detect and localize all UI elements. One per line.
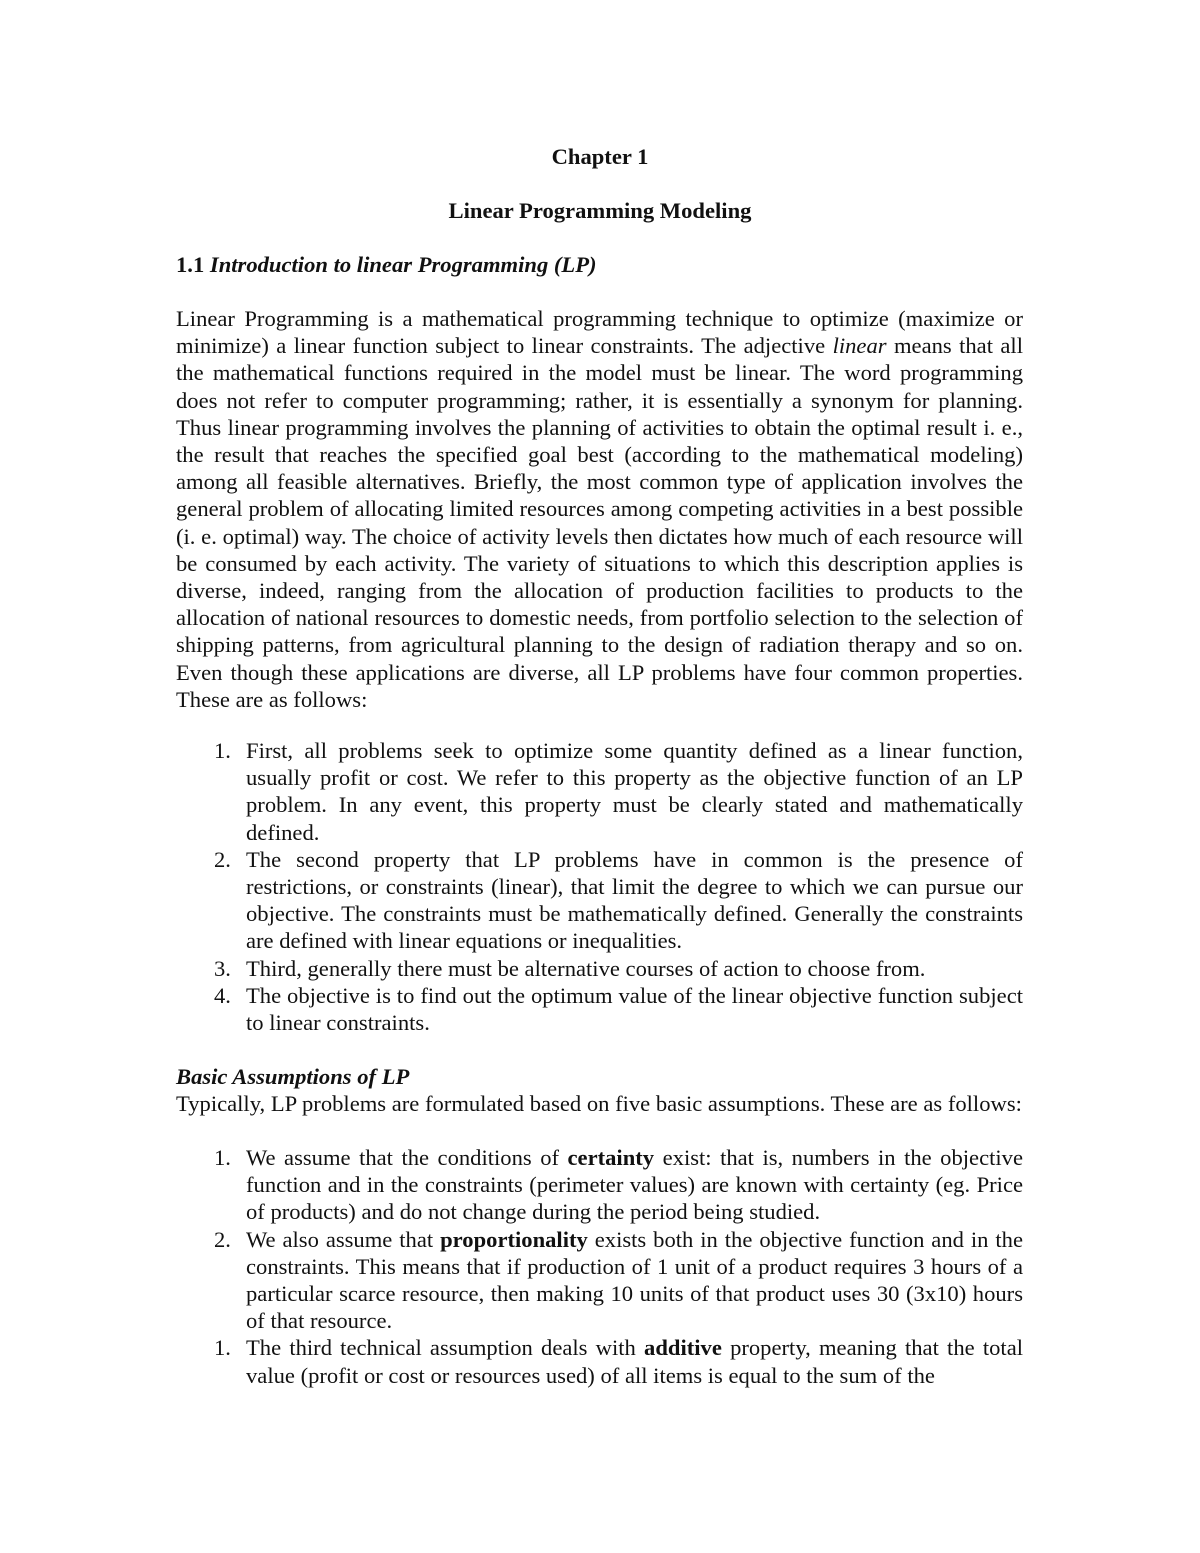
assumptions-intro: Typically, LP problems are formulated based on five basic assumptions. These are as follows: bbox=[176, 1091, 1022, 1116]
intro-text-2: means that all the mathematical functions required in the model must be linear. The word programming does not refer to computer programming; rather, it is essentially a synonym for planning. Thus linear programming involves the planning of activities to obtain the optimal result i. e., the result that reaches the specified goal best (according to the mathematical modeling) among all feasible alternatives. Briefly, the most common type of application involves the general problem of allocating limited resources among competing activities in a best possible (i. e. optimal) way. The choice of activity levels then dictates how much of each resource will be consumed by each activity. The variety of situations to which this description applies is diverse, indeed, ranging from the allocation of production facilities to products to the allocation of national resources to domestic needs, from portfolio selection to the selection of shipping patterns, from agricultural planning to the design of radiation therapy and so on. Even though these applications are diverse, all LP problems have four common properties. These are as follows: bbox=[176, 333, 1023, 712]
list-text: Third, generally there must be alternative courses of action to choose from. bbox=[246, 955, 926, 981]
section-title: Introduction to linear Programming (LP) bbox=[209, 252, 597, 277]
list-number: 1. bbox=[214, 1145, 231, 1170]
chapter-label: Chapter 1 bbox=[551, 144, 649, 169]
list-text-before: We also assume that bbox=[246, 1226, 441, 1252]
assumptions-list bbox=[176, 1144, 1023, 1389]
list-number: 2. bbox=[214, 846, 231, 872]
assumptions-heading bbox=[176, 1063, 409, 1090]
list-text: The second property that LP problems have in common is the presence of restrictions, or constraints (linear), that limit the degree to which we can pursue our objective. The constraints must be mathematically defined. Generally the constraints are defined with linear equations or inequalities. bbox=[246, 846, 1023, 954]
list-item bbox=[176, 737, 1023, 846]
list-text-bold: certainty bbox=[567, 1145, 655, 1170]
list-text: First, all problems seek to optimize some quantity defined as a linear function, usually profit or cost. We refer to this property as the objective function of an LP problem. In any event, this property must be clearly stated and mathematically defined. bbox=[246, 738, 1023, 845]
list-text: The objective is to find out the optimum value of the linear objective function subject to linear constraints. bbox=[246, 982, 1023, 1036]
list-item bbox=[176, 1226, 1023, 1335]
intro-emphasis: linear bbox=[832, 333, 887, 359]
intro-paragraph bbox=[176, 305, 1023, 713]
section-number: 1.1 bbox=[176, 252, 205, 277]
list-item bbox=[176, 955, 1023, 982]
list-number: 4. bbox=[214, 982, 231, 1008]
list-number: 1. bbox=[214, 738, 231, 763]
list-number: 2. bbox=[214, 1226, 231, 1252]
list-item bbox=[176, 1334, 1023, 1388]
list-text-after: exists both in the objective function and in the constraints. This means that if production of 1 unit of a product requires 3 hours of a particular scarce resource, then making 10 units of that product uses 30 (3x10) hours of that resource. bbox=[246, 1226, 1023, 1334]
list-item bbox=[176, 846, 1023, 955]
list-text-before: The third technical assumption deals with bbox=[246, 1335, 645, 1361]
list-text-bold: proportionality bbox=[440, 1226, 588, 1252]
list-item bbox=[176, 1144, 1023, 1226]
list-text-bold: additive bbox=[644, 1335, 722, 1361]
list-number: 3. bbox=[214, 955, 231, 981]
properties-list bbox=[176, 737, 1023, 1036]
list-number: 1. bbox=[214, 1335, 231, 1361]
list-text-after: property, meaning that the total value (profit or cost or resources used) of all items is equal to the sum of the bbox=[246, 1335, 1024, 1388]
list-item bbox=[176, 982, 1023, 1036]
intro-text-1: Linear Programming is a mathematical programming technique to optimize (maximize or minimize) a linear function subject to linear constraints. The adjective bbox=[176, 306, 1023, 359]
list-text-before: We assume that the conditions of bbox=[246, 1145, 568, 1170]
section-heading bbox=[176, 251, 597, 278]
page-title: Linear Programming Modeling bbox=[448, 198, 752, 223]
list-text-after: exist: that is, numbers in the objective function and in the constraints (perimeter values) are known with certainty (eg. Price of products) and do not change during the period being studied. bbox=[246, 1145, 1023, 1225]
assumptions-heading-text: Basic Assumptions of LP bbox=[176, 1064, 410, 1089]
